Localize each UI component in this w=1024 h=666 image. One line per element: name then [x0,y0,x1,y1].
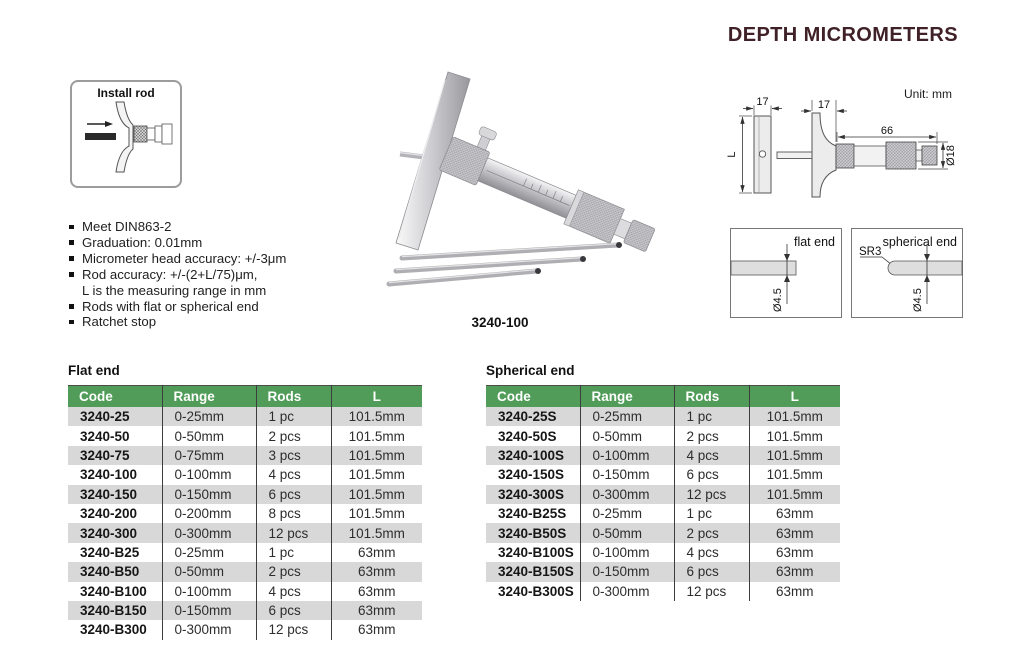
data-cell: 0-100mm [162,465,256,484]
data-cell: 0-75mm [162,446,256,465]
data-cell: 2 pcs [674,426,749,445]
dimension-drawing [714,94,1014,218]
dim-plate-width: 17 [756,96,769,108]
data-cell: 1 pc [674,504,749,523]
data-cell: 6 pcs [674,465,749,484]
data-cell: 101.5mm [331,485,422,504]
table-header-row [486,386,840,408]
column-header: Rods [674,386,749,408]
dim-base-width: 17 [817,99,831,111]
table-row [68,465,422,484]
table-row [486,465,840,484]
data-cell: 101.5mm [331,465,422,484]
feature-text: Graduation: 0.01mm [82,234,203,250]
data-cell: 3 pcs [256,446,331,465]
data-cell: 1 pc [674,407,749,426]
dim-body-length: 66 [880,125,894,137]
data-cell: 0-25mm [162,407,256,426]
data-cell: 6 pcs [256,601,331,620]
code-cell: 3240-B150 [68,601,162,620]
table-row [68,601,422,620]
depth-micrometer-figure [389,72,666,284]
data-cell: 0-150mm [162,485,256,504]
data-cell: 101.5mm [749,446,840,465]
table-row [68,446,422,465]
code-cell: 3240-B25 [68,543,162,562]
data-cell: 4 pcs [256,582,331,601]
flat-end-dia-label: Ø4.5 [772,288,784,312]
code-cell: 3240-B50 [68,562,162,581]
spherical-end-label: spherical end [882,235,957,249]
data-cell: 101.5mm [331,523,422,542]
column-header: Code [486,386,580,408]
install-rod-diagram [72,101,180,181]
flat-end-table-heading: Flat end [68,363,120,378]
feature-text-continuation: L is the measuring range in mm [82,282,267,298]
data-cell: 0-50mm [162,426,256,445]
column-header: Range [162,386,256,408]
spherical-end-table-heading: Spherical end [486,363,575,378]
table-row [486,562,840,581]
table-row [486,543,840,562]
data-cell: 101.5mm [331,407,422,426]
table-row [68,426,422,445]
feature-text: Rod accuracy: +/-(2+L/75)μm, [82,266,258,282]
data-cell: 63mm [749,562,840,581]
table-row [68,407,422,426]
data-cell: 101.5mm [331,504,422,523]
data-cell: 0-300mm [580,485,674,504]
table-row [486,426,840,445]
rod-silhouette [85,133,116,140]
column-header: Code [68,386,162,408]
table-row [486,523,840,542]
data-cell: 0-25mm [580,504,674,523]
data-cell: 101.5mm [331,446,422,465]
table-row [486,485,840,504]
table-row [486,446,840,465]
data-cell: 101.5mm [331,426,422,445]
product-photo [330,58,670,313]
data-cell: 12 pcs [674,582,749,601]
table-row [68,543,422,562]
data-cell: 101.5mm [749,407,840,426]
column-header: Rods [256,386,331,408]
table-row [68,485,422,504]
product-code: 3240-100 [471,315,529,330]
data-cell: 63mm [749,543,840,562]
flat-end-diagram [730,228,842,318]
flat-end-table [68,385,422,640]
code-cell: 3240-100 [68,465,162,484]
code-cell: 3240-B150S [486,562,580,581]
code-cell: 3240-150 [68,485,162,504]
data-cell: 63mm [749,582,840,601]
data-cell: 1 pc [256,407,331,426]
data-cell: 1 pc [256,543,331,562]
code-cell: 3240-300S [486,485,580,504]
data-cell: 101.5mm [749,485,840,504]
data-cell: 0-25mm [580,407,674,426]
page-title: DEPTH MICROMETERS [727,24,958,46]
feature-text: Micrometer head accuracy: +/-3μm [82,250,287,266]
code-cell: 3240-B100S [486,543,580,562]
data-cell: 6 pcs [674,562,749,581]
table-row [486,582,840,601]
feature-text: Meet DIN863-2 [82,219,172,234]
data-cell: 63mm [331,620,422,639]
table-row [486,504,840,523]
micrometer-side-view [777,99,957,197]
data-cell: 4 pcs [674,543,749,562]
table-row [68,562,422,581]
data-cell: 0-200mm [162,504,256,523]
code-cell: 3240-B300 [68,620,162,639]
data-cell: 0-300mm [162,620,256,639]
data-cell: 8 pcs [256,504,331,523]
data-cell: 4 pcs [256,465,331,484]
data-cell: 0-25mm [162,543,256,562]
data-cell: 63mm [749,504,840,523]
data-cell: 63mm [331,582,422,601]
code-cell: 3240-B100 [68,582,162,601]
data-cell: 12 pcs [256,620,331,639]
data-cell: 101.5mm [749,426,840,445]
data-cell: 0-100mm [162,582,256,601]
data-cell: 2 pcs [674,523,749,542]
data-cell: 0-150mm [580,562,674,581]
code-cell: 3240-75 [68,446,162,465]
spherical-end-dia-label: Ø4.5 [912,288,924,312]
unit-label: Unit: mm [904,87,952,101]
insert-arrow-icon [87,121,113,127]
data-cell: 0-150mm [580,465,674,484]
code-cell: 3240-50 [68,426,162,445]
data-cell: 6 pcs [256,485,331,504]
table-row [68,582,422,601]
data-cell: 63mm [331,543,422,562]
data-cell: 101.5mm [749,465,840,484]
column-header: Range [580,386,674,408]
code-cell: 3240-200 [68,504,162,523]
data-cell: 0-50mm [580,523,674,542]
dim-plate-length: L [726,151,738,158]
data-cell: 0-50mm [162,562,256,581]
code-cell: 3240-B50S [486,523,580,542]
column-header: L [331,386,422,408]
extension-rods [389,242,622,284]
code-cell: 3240-300 [68,523,162,542]
data-cell: 63mm [331,601,422,620]
code-cell: 3240-25 [68,407,162,426]
micrometer-base-silhouette [116,102,172,172]
table-row [68,504,422,523]
column-header: L [749,386,840,408]
table-row [68,523,422,542]
code-cell: 3240-50S [486,426,580,445]
install-rod-label: Install rod [97,86,155,100]
code-cell: 3240-B300S [486,582,580,601]
data-cell: 12 pcs [256,523,331,542]
spherical-end-diagram [851,228,963,318]
spherical-end-table [486,385,840,601]
table-row [486,407,840,426]
code-cell: 3240-B25S [486,504,580,523]
data-cell: 63mm [331,562,422,581]
data-cell: 0-50mm [580,426,674,445]
flat-end-label: flat end [793,235,835,249]
data-cell: 12 pcs [674,485,749,504]
data-cell: 0-300mm [162,523,256,542]
code-cell: 3240-100S [486,446,580,465]
spherical-radius-label: SR3 [859,246,882,258]
base-plate-side-view [726,96,782,193]
data-cell: 63mm [749,523,840,542]
feature-text: Ratchet stop [82,314,157,330]
install-rod-box [70,80,182,188]
dim-thimble-dia: Ø18 [945,145,957,166]
data-cell: 4 pcs [674,446,749,465]
data-cell: 0-100mm [580,543,674,562]
data-cell: 0-100mm [580,446,674,465]
code-cell: 3240-150S [486,465,580,484]
data-cell: 2 pcs [256,426,331,445]
feature-text: Rods with flat or spherical end [82,298,259,314]
table-row [68,620,422,639]
table-header-row [68,386,422,408]
data-cell: 2 pcs [256,562,331,581]
code-cell: 3240-25S [486,407,580,426]
data-cell: 0-300mm [580,582,674,601]
data-cell: 0-150mm [162,601,256,620]
